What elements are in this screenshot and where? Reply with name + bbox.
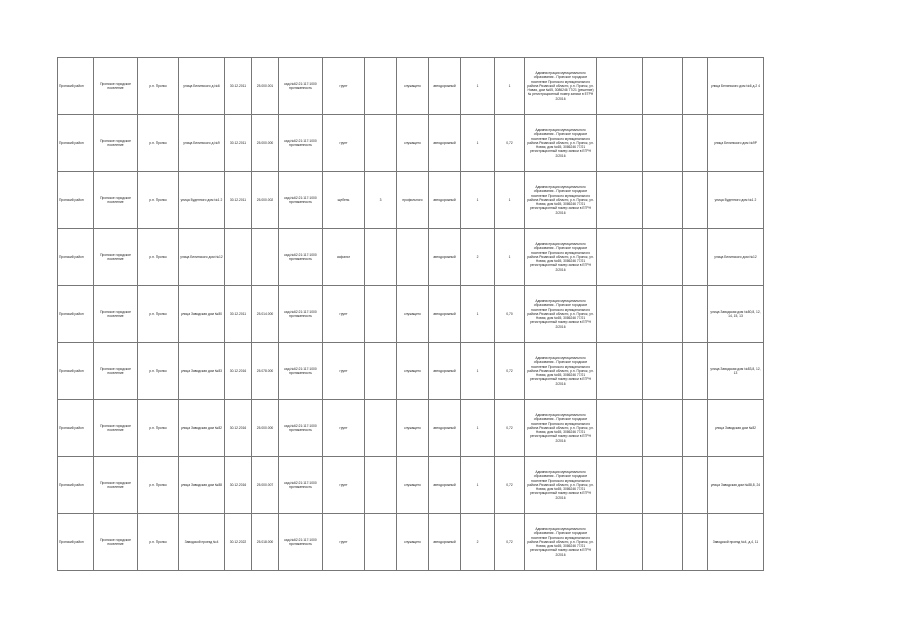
cell-c5: 30.12.2016 — [225, 343, 252, 400]
cell-c8: грунт — [323, 400, 365, 457]
cell-c11: автодорожный — [429, 457, 461, 514]
cell-c9 — [365, 115, 397, 172]
cell-cad: кад.№62:21:117:1000 протяженность — [279, 286, 323, 343]
cell-locality: р.п. Пронск — [138, 172, 179, 229]
cell-c10: служащего — [397, 58, 429, 115]
cell-c9 — [365, 343, 397, 400]
cell-c12: 2 — [461, 229, 495, 286]
cell-c5: 30.12.2016 — [225, 400, 252, 457]
cell-cad: кад.№62:21:117:1000 протяженность — [279, 115, 323, 172]
table-row — [58, 229, 764, 286]
cell-name: улица Белинского дом №6 д.2 4 — [708, 58, 764, 115]
cell-c12: 1 — [461, 400, 495, 457]
cell-cad: кад.№62:21:117:1000 протяженность — [279, 172, 323, 229]
cell-settlement: Пронское городское поселение — [94, 286, 138, 343]
cell-name: улица Белинского дом №12 — [708, 229, 764, 286]
cell-c12: 1 — [461, 286, 495, 343]
cell-c5: 30.12.2016 — [225, 457, 252, 514]
cell-cad: кад.№62:21:117:1000 протяженность — [279, 229, 323, 286]
cell-c16 — [643, 229, 683, 286]
cell-locality: р.п. Пронск — [138, 286, 179, 343]
cell-c13: 0,72 — [495, 400, 525, 457]
table-row — [58, 514, 764, 571]
cell-c16 — [643, 343, 683, 400]
cell-c11: автодорожный — [429, 115, 461, 172]
cell-c11: автодорожный — [429, 58, 461, 115]
cell-c15 — [597, 514, 643, 571]
cell-name: улица Заводская дом №88,8, 24 — [708, 457, 764, 514]
table-row — [58, 457, 764, 514]
cell-c15 — [597, 115, 643, 172]
cell-c13: 1 — [495, 172, 525, 229]
cell-c13: 0,70 — [495, 286, 525, 343]
cell-c8: грунт — [323, 457, 365, 514]
cell-c6: 25.000.000 — [252, 115, 279, 172]
cell-c5: 30.12.2011 — [225, 286, 252, 343]
cell-cad: кад.№62:21:117:1000 протяженность — [279, 400, 323, 457]
cell-c17 — [683, 514, 708, 571]
cell-name: улица Заводская дом №82 — [708, 400, 764, 457]
cell-c17 — [683, 229, 708, 286]
cell-c9 — [365, 229, 397, 286]
cell-name: улица Буденного дом №1 2 — [708, 172, 764, 229]
cell-c10: служащего — [397, 457, 429, 514]
cell-locality: р.п. Пронск — [138, 514, 179, 571]
cell-c8: грунт — [323, 514, 365, 571]
cell-settlement: Пронское городское поселение — [94, 172, 138, 229]
cell-c16 — [643, 514, 683, 571]
cell-c12: 1 — [461, 343, 495, 400]
cell-c16 — [643, 400, 683, 457]
cell-cad: кад.№62:21:117:1000 протяженность — [279, 343, 323, 400]
cell-c10: служащего — [397, 115, 429, 172]
cell-district: Пронский район — [58, 229, 94, 286]
cell-c15 — [597, 400, 643, 457]
cell-c8: грунт — [323, 58, 365, 115]
cell-locality: р.п. Пронск — [138, 115, 179, 172]
cell-settlement: Пронское городское поселение — [94, 514, 138, 571]
cell-c5: 30.12.2011 — [225, 172, 252, 229]
cell-c9: 3 — [365, 172, 397, 229]
cell-settlement: Пронское городское поселение — [94, 229, 138, 286]
cell-district: Пронский район — [58, 343, 94, 400]
cell-c13: 1 — [495, 229, 525, 286]
cell-c11: автодорожный — [429, 400, 461, 457]
cell-c13: 0,72 — [495, 457, 525, 514]
cell-c6: 25.014.000 — [252, 286, 279, 343]
cell-c12: 1 — [461, 115, 495, 172]
cell-c10: профильного — [397, 172, 429, 229]
cell-c11: автодорожный — [429, 514, 461, 571]
cell-c12: 1 — [461, 457, 495, 514]
cell-c6: 25.078.000 — [252, 343, 279, 400]
cell-c13: 0,72 — [495, 115, 525, 172]
cell-c13: 0,72 — [495, 514, 525, 571]
cell-c5 — [225, 229, 252, 286]
cell-c6: 25.000.002 — [252, 172, 279, 229]
cell-cad: кад.№62:21:117:1000 протяженность — [279, 58, 323, 115]
cell-c15 — [597, 58, 643, 115]
cell-settlement: Пронское городское поселение — [94, 58, 138, 115]
cell-address: улица Заводская дом №83 — [179, 343, 225, 400]
cell-owner: Администрация муниципального образования - Пронское городское поселение Пронского муниципального района Рязанской области, р.п. Пронск, ул. Новая, дом №65, 3086246 77/21 регистрационный номер записи в ЕГРН 2/2016 — [525, 115, 597, 172]
cell-district: Пронский район — [58, 172, 94, 229]
cell-c16 — [643, 286, 683, 343]
cell-c15 — [597, 457, 643, 514]
cell-district: Пронский район — [58, 286, 94, 343]
cell-locality: р.п. Пронск — [138, 400, 179, 457]
cell-owner: Администрация муниципального образования - Пронское городское поселение Пронского муниципального района Рязанской области, р.п. Пронск, ул. Новая, дом №65, 3086246 77/21 регистрационный номер записи в ЕГРН 2/2016 — [525, 229, 597, 286]
cell-c8: грунт — [323, 286, 365, 343]
cell-c5: 30.12.2022 — [225, 514, 252, 571]
cell-address: улица Белинского д.№9 — [179, 115, 225, 172]
cell-address: улица Заводская дом №80 — [179, 286, 225, 343]
cell-c10: служащего — [397, 514, 429, 571]
cell-district: Пронский район — [58, 58, 94, 115]
cell-c16 — [643, 115, 683, 172]
cell-c9 — [365, 286, 397, 343]
cell-c6: 25.000.001 — [252, 58, 279, 115]
cell-c11: автодорожный — [429, 286, 461, 343]
cell-c12: 1 — [461, 58, 495, 115]
cell-c16 — [643, 58, 683, 115]
cell-c11: автодорожный — [429, 343, 461, 400]
cell-address: Заводской проезд №4 — [179, 514, 225, 571]
cell-name: Заводской проезд №4, д.4, 11 — [708, 514, 764, 571]
cell-c11: автодорожный — [429, 172, 461, 229]
cell-cad: кад.№62:21:117:1000 протяженность — [279, 457, 323, 514]
cell-c10: служащего — [397, 286, 429, 343]
cell-c9 — [365, 514, 397, 571]
cell-settlement: Пронское городское поселение — [94, 115, 138, 172]
cell-c8: грунт — [323, 115, 365, 172]
cell-c6: 25.000.000 — [252, 400, 279, 457]
cell-c10 — [397, 229, 429, 286]
cell-owner: Администрация муниципального образования - Пронское городское поселение Пронского муниципального района Рязанской области, р.п. Пронск, ул. Новая, дом №65, 3086246 77/21 регистрационный номер записи в ЕГРН 2/2016 — [525, 172, 597, 229]
cell-c17 — [683, 400, 708, 457]
table-row — [58, 343, 764, 400]
cell-c17 — [683, 172, 708, 229]
cell-c17 — [683, 457, 708, 514]
cell-owner: Администрация муниципального образования - Пронское городское поселение Пронского муниципального района Рязанской области, р.п. Пронск, ул. Новая, дом №65, 3086246 77/21 регистрационный номер записи в ЕГРН 2/2016 — [525, 343, 597, 400]
cell-owner: Администрация муниципального образования - Пронское городское поселение Пронского муниципального района Рязанской области, р.п. Пронск, ул. Новая, дом №65, 3086246 77/21 регистрационный номер записи в ЕГРН 2/2016 — [525, 514, 597, 571]
cell-c5: 30.12.2011 — [225, 115, 252, 172]
cell-owner: Администрация муниципального образования - Пронское городское поселение Пронского муниципального района Рязанской области, р.п. Пронск, ул. Новая, дом №65, 3086246 77/21 регистрационный номер записи в ЕГРН 2/2016 — [525, 286, 597, 343]
cell-c15 — [597, 286, 643, 343]
cell-c15 — [597, 343, 643, 400]
cell-district: Пронский район — [58, 115, 94, 172]
cell-c15 — [597, 172, 643, 229]
cell-c11: автодорожный — [429, 229, 461, 286]
cell-c10: служащего — [397, 400, 429, 457]
cell-name: улица Заводская дом №80,8, 12, 14, 15, 13 — [708, 286, 764, 343]
cell-settlement: Пронское городское поселение — [94, 457, 138, 514]
cell-c16 — [643, 457, 683, 514]
cell-c6: 25.000.007 — [252, 457, 279, 514]
cell-locality: р.п. Пронск — [138, 58, 179, 115]
cell-c6: 25.018.000 — [252, 514, 279, 571]
cell-settlement: Пронское городское поселение — [94, 400, 138, 457]
cell-address: улица Белинского д.№6 — [179, 58, 225, 115]
cell-c17 — [683, 58, 708, 115]
cell-c9 — [365, 457, 397, 514]
cell-c8: асфальт — [323, 229, 365, 286]
cell-c8: грунт — [323, 343, 365, 400]
table-row — [58, 115, 764, 172]
cell-c16 — [643, 172, 683, 229]
cell-c17 — [683, 115, 708, 172]
cell-district: Пронский район — [58, 457, 94, 514]
cell-c12: 2 — [461, 514, 495, 571]
table-row — [58, 286, 764, 343]
cell-name: улица Белинского дом №9Р — [708, 115, 764, 172]
cell-c15 — [597, 229, 643, 286]
cell-settlement: Пронское городское поселение — [94, 343, 138, 400]
cell-c5: 30.12.2011 — [225, 58, 252, 115]
cell-c9 — [365, 400, 397, 457]
cell-address: улица Заводская дом №88 — [179, 457, 225, 514]
cell-c13: 1 — [495, 58, 525, 115]
cell-c10: служащего — [397, 343, 429, 400]
cell-district: Пронский район — [58, 400, 94, 457]
table-row — [58, 58, 764, 115]
cell-c12: 1 — [461, 172, 495, 229]
cell-owner: Администрация муниципального образования - Пронское городское поселение Пронского муниципального района Рязанской области, р.п. Пронск, ул. Новая, дом №65, 3086246 77/21 регистрационный номер записи в ЕГРН 2/2016 — [525, 400, 597, 457]
cell-c17 — [683, 343, 708, 400]
cell-locality: р.п. Пронск — [138, 343, 179, 400]
cell-address: улица Белинского дом №12 — [179, 229, 225, 286]
cell-district: Пронский район — [58, 514, 94, 571]
cell-address: улица Заводская дом №82 — [179, 400, 225, 457]
cell-address: улица Буденного дом №1 2 — [179, 172, 225, 229]
registry-table — [57, 57, 764, 571]
cell-c6 — [252, 229, 279, 286]
cell-cad: кад.№62:21:117:1000 протяженность — [279, 514, 323, 571]
cell-c9 — [365, 58, 397, 115]
table-row — [58, 172, 764, 229]
cell-locality: р.п. Пронск — [138, 457, 179, 514]
cell-c13: 0,72 — [495, 343, 525, 400]
cell-name: улица Заводская дом №83,8, 12, 13 — [708, 343, 764, 400]
cell-owner: Администрация муниципального образования - Пронское городское поселение Пронского муниципального района Рязанской области, р.п. Пронск, ул. Новая, дом №65, 3086246 77/21 регистрационный номер записи в ЕГРН 2/2016 — [525, 457, 597, 514]
cell-c8: щебень — [323, 172, 365, 229]
table-row — [58, 400, 764, 457]
cell-locality: р.п. Пронск — [138, 229, 179, 286]
cell-c17 — [683, 286, 708, 343]
cell-owner: Администрация муниципального образования - Пронское городское поселение Пронского муниципального района Рязанской области, р.п. Пронск, ул. Новая, дом №65, 3086246 77/21 (решение) № регистрационный номер записи в ЕГРН 2/2016 — [525, 58, 597, 115]
